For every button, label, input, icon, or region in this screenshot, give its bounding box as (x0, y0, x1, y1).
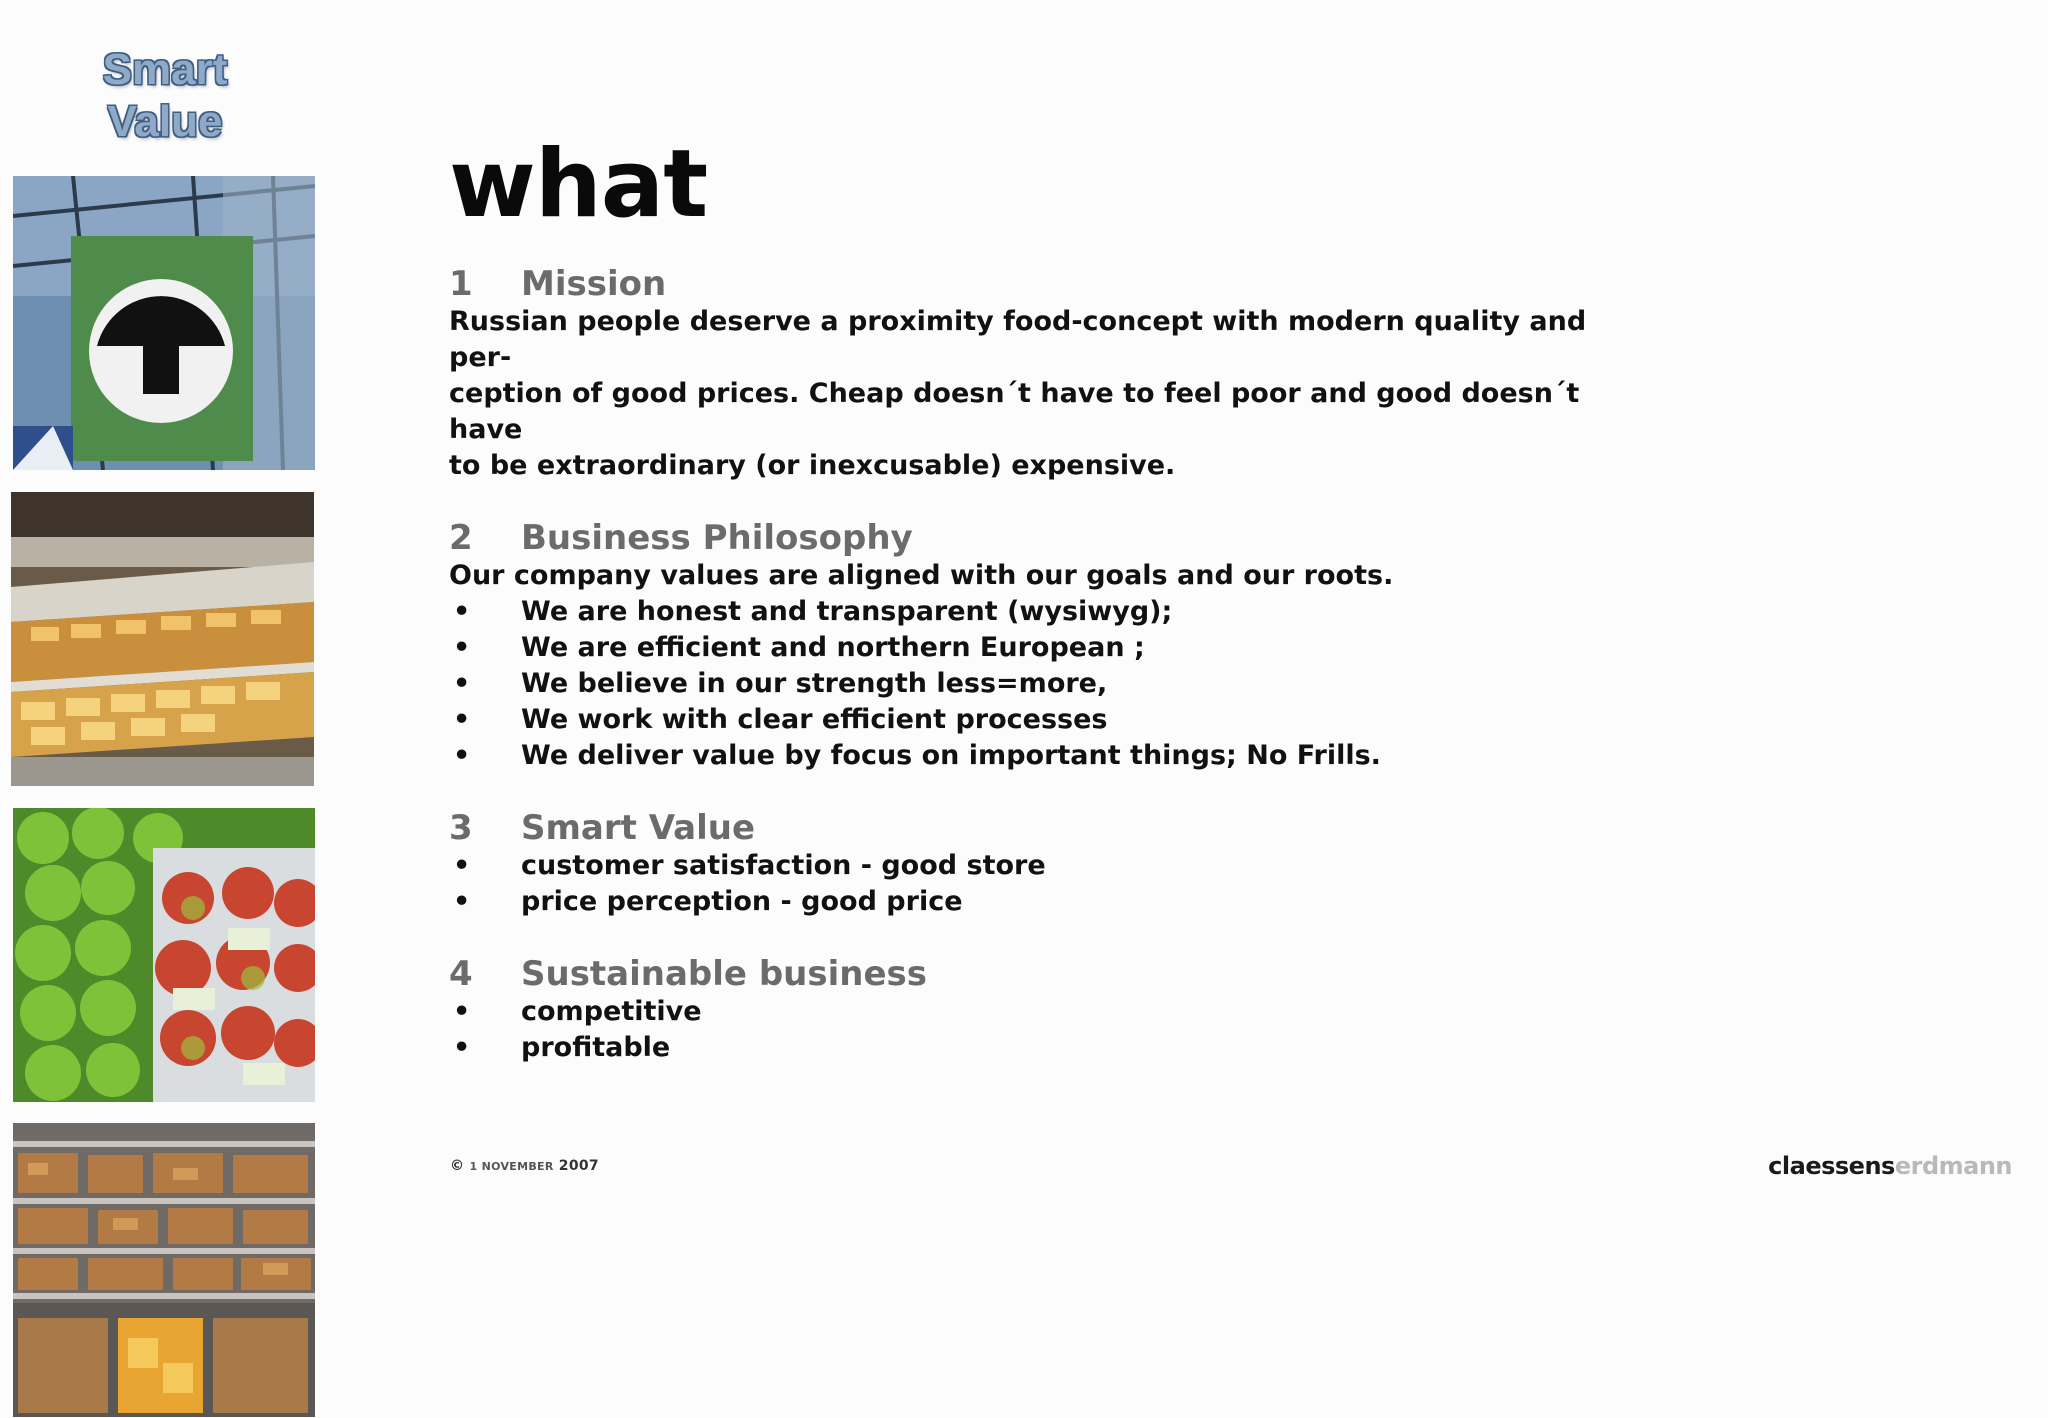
bullet-icon: • (453, 996, 471, 1027)
bullet-icon: • (453, 632, 471, 663)
bullet-icon: • (453, 740, 471, 771)
section-title: Business Philosophy (521, 518, 913, 558)
apples-photo (13, 808, 315, 1102)
footer-date (450, 1158, 599, 1174)
brand-part-b: erdmann (1894, 1152, 2012, 1180)
section-sustainable-business (449, 954, 1649, 1066)
section-number: 3 (449, 808, 473, 848)
smart-value-list (449, 848, 1649, 920)
section-heading (449, 954, 1649, 994)
section-heading (449, 264, 1649, 304)
logo-line-2: Value (107, 97, 223, 146)
bullet-icon: • (453, 668, 471, 699)
section-heading (449, 808, 1649, 848)
section-title: Mission (521, 264, 667, 304)
bullet-icon: • (453, 704, 471, 735)
list-item-text: customer satisfaction - good store (521, 850, 1046, 881)
company-brand (1768, 1152, 2012, 1180)
list-item-text: price perception - good price (521, 886, 963, 917)
list-item-text: We believe in our strength less=more, (521, 668, 1108, 699)
bullet-icon: • (453, 886, 471, 917)
mission-line: ception of good prices. Cheap doesn´t have to feel poor and good doesn´t have (449, 378, 1580, 445)
bullet-icon: • (453, 850, 471, 881)
logo-line-1: Smart (102, 45, 228, 94)
bullet-icon: • (453, 1032, 471, 1063)
philosophy-list (449, 594, 1649, 774)
section-mission (449, 264, 1649, 484)
mission-line: Russian people deserve a proximity food-concept with modern quality and per- (449, 306, 1587, 373)
sustainable-list (449, 994, 1649, 1066)
list-item-text: We deliver value by focus on important things; No Frills. (521, 740, 1381, 771)
list-item-text: competitive (521, 996, 702, 1027)
list-item (449, 702, 1649, 738)
list-item (449, 738, 1649, 774)
list-item (449, 994, 1649, 1030)
list-item-text: We work with clear efficient processes (521, 704, 1108, 735)
list-item-text: We are efficient and northern European ; (521, 632, 1145, 663)
list-item (449, 884, 1649, 920)
list-item-text: profitable (521, 1032, 671, 1063)
smart-value-logo (70, 44, 260, 148)
footer-date-text: 1 NOVEMBER (469, 1160, 554, 1173)
section-heading (449, 518, 1649, 558)
list-item-text: We are honest and transparent (wysiwyg); (521, 596, 1173, 627)
section-number: 2 (449, 518, 473, 558)
brand-part-a: claessens (1768, 1152, 1895, 1180)
list-item (449, 848, 1649, 884)
store-sign-photo (13, 176, 315, 470)
deli-counter-photo (11, 492, 314, 786)
bakery-shelves-photo (13, 1123, 315, 1417)
section-number: 1 (449, 264, 473, 304)
philosophy-intro: Our company values are aligned with our goals and our roots. (449, 560, 1394, 591)
main-content (449, 130, 1649, 1100)
list-item (449, 666, 1649, 702)
page-title: what (449, 130, 708, 239)
list-item (449, 594, 1649, 630)
section-title: Smart Value (521, 808, 756, 848)
bullet-icon: • (453, 596, 471, 627)
section-number: 4 (449, 954, 473, 994)
section-smart-value (449, 808, 1649, 920)
section-title: Sustainable business (521, 954, 927, 994)
list-item (449, 1030, 1649, 1066)
copyright-symbol: © (450, 1158, 465, 1174)
mission-line: to be extraordinary (or inexcusable) expensive. (449, 450, 1176, 481)
list-item (449, 630, 1649, 666)
section-business-philosophy (449, 518, 1649, 774)
footer-year: 2007 (558, 1158, 599, 1174)
